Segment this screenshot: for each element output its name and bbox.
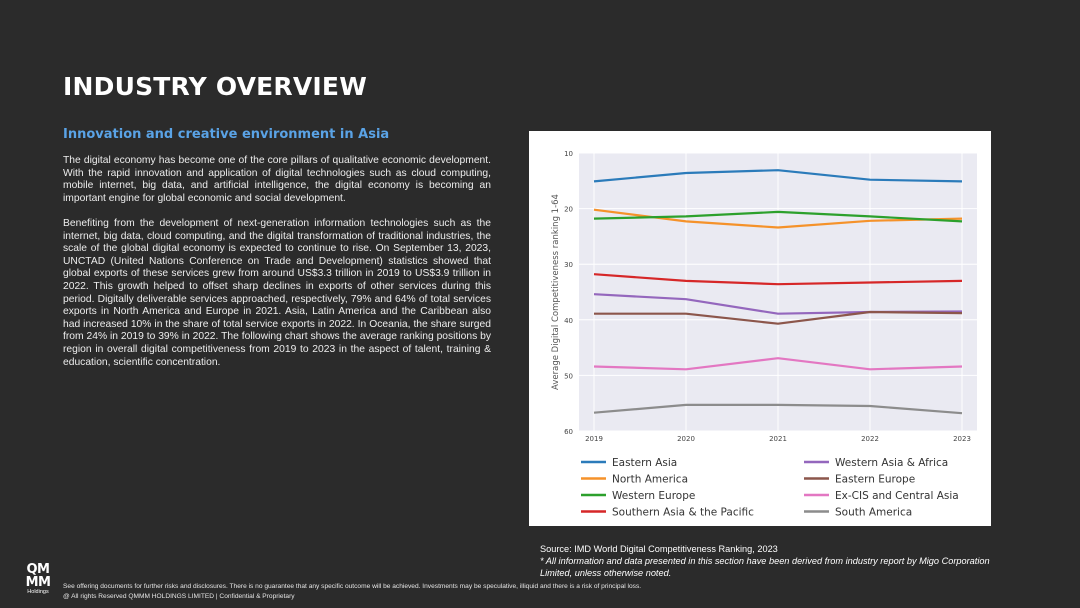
y-tick-label: 40 [564,316,573,325]
legend-label: Eastern Asia [612,457,678,469]
x-tick-label: 2019 [585,435,603,443]
competitiveness-line-chart [529,131,991,526]
logo-subtext: Holdings [27,589,49,595]
legend-label: Ex-CIS and Central Asia [835,490,959,502]
logo-mark-line-1: QM [26,562,50,577]
x-tick-label: 2020 [677,435,695,443]
legend-label: Southern Asia & the Pacific [612,506,754,519]
y-tick-label: 30 [564,261,573,270]
chart-panel [529,131,991,526]
y-tick-label: 20 [564,205,573,214]
legend-label: Western Europe [612,490,696,502]
y-tick-label: 50 [564,372,573,381]
x-tick-label: 2021 [769,435,787,443]
body-paragraph-2: Benefiting from the development of next-generation information technologies such as the internet, big data, cloud computing, and the digital transformation of traditional industries, the scale of the global digital economy is expected to continue to rise. On September 13, 2023, UNCTAD (United Nations Conference on Trade and Development) statistics showed that global exports of these services grew from around US$3.3 trillion in 2019 to US$3.9 trillion in 2022. This growth helped to offset sharp declines in exports of other services during this period. Digitally deliverable services approached, respectively, 79% and 64% of total services exports in North America and Europe in 2021. Asia, Latin America and the Caribbean also had increased 10% in the share of total service exports in 2022. In Oceania, the share surged from 24% in 2019 to 39% in 2022. The following chart shows the average ranking positions by region in overall digital competitiveness from 2019 to 2023 in the aspect of talent, training & education, scientific concentration. [63,217,491,368]
disclaimer-line: * All information and data presented in this section have been derived from industry report by Migo Corporation Limited, unless otherwise noted. [540,556,990,579]
x-tick-label: 2023 [953,435,971,443]
footer [63,582,1023,601]
body-paragraph-1: The digital economy has become one of the core pillars of qualitative economic development. With the rapid innovation and application of digital technologies such as cloud computing, mobile internet, big data, and artificial intelligence, the digital economy is becoming an important engine for global economic and social development. [63,155,491,204]
y-tick-label: 10 [564,150,573,158]
legend-label: Eastern Europe [835,473,916,486]
body-text [63,155,491,382]
x-tick-label: 2022 [861,435,879,443]
section-heading: Innovation and creative environment in Asia [63,127,390,142]
y-axis-label: Average Digital Competitiveness ranking 1-64 [551,194,561,390]
company-logo [21,563,55,596]
legend-label: Western Asia & Africa [835,457,949,469]
source-note [540,543,1020,580]
logo-mark-line-2: MM [25,575,51,590]
footer-disclosure: See offering documents for further risks and disclosures. There is no guarantee that any specific outcome will be achieved. Investments may be speculative, illiquid and there is a risk of principal loss. [63,583,642,590]
source-line: Source: IMD World Digital Competitiveness Ranking, 2023 [540,544,778,554]
y-tick-label: 60 [564,428,573,436]
page-title: INDUSTRY OVERVIEW [63,72,367,101]
footer-copyright: @ All rights Reserved QMMM HOLDINGS LIMITED | Confidential & Proprietary [63,592,295,600]
legend-label: South America [835,506,913,519]
legend-label: North America [612,473,689,486]
